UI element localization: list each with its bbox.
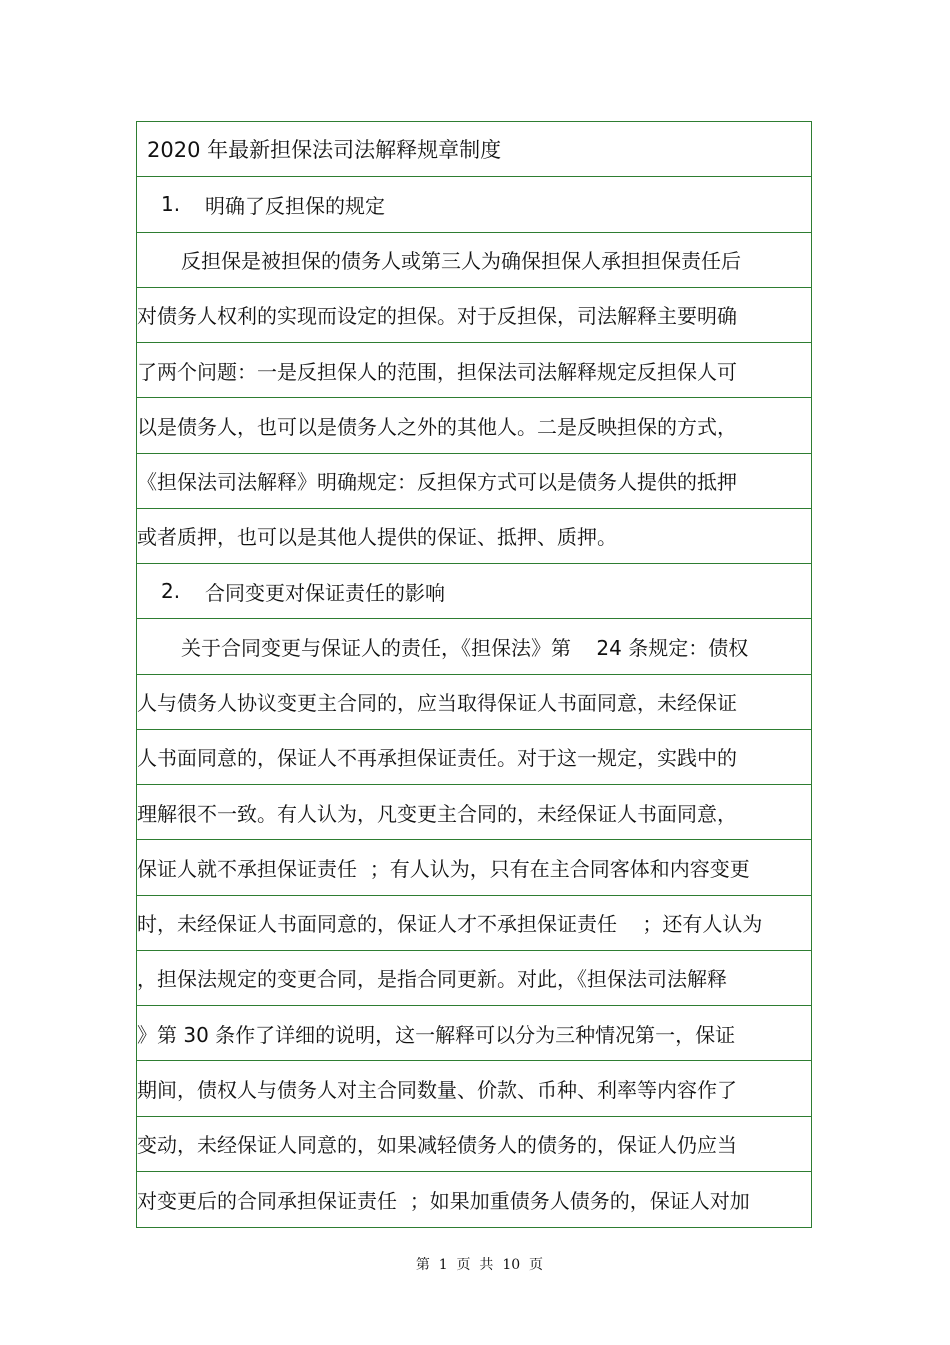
paragraph-text: 理解很不一致。有人认为，凡变更主合同的，未经保证人书面同意， (137, 801, 737, 826)
paragraph-line (137, 1006, 811, 1061)
paragraph-line (137, 840, 811, 895)
paragraph-text: 反担保是被担保的债务人或第三人为确保担保人承担担保责任后 (181, 249, 741, 274)
paragraph-text: 对债务人权利的实现而设定的担保。对于反担保，司法解释主要明确 (137, 304, 737, 329)
document-table (136, 121, 812, 1228)
paragraph-line (137, 288, 811, 343)
paragraph-line (137, 619, 811, 674)
paragraph-line (137, 951, 811, 1006)
paragraph-text: 变动，未经保证人同意的，如果减轻债务人的债务的，保证人仍应当 (137, 1133, 737, 1158)
paragraph-text: 保证人就不承担保证责任 ；有人认为，只有在主合同客体和内容变更 (137, 856, 750, 881)
paragraph-line (137, 233, 811, 288)
paragraph-line (137, 1061, 811, 1116)
paragraph-line (137, 730, 811, 785)
paragraph-text: 人与债务人协议变更主合同的，应当取得保证人书面同意，未经保证 (137, 691, 737, 716)
paragraph-text: 》第 30 条作了详细的说明，这一解释可以分为三种情况第一，保证 (137, 1022, 736, 1047)
paragraph-text: 了两个问题：一是反担保人的范围，担保法司法解释规定反担保人可 (137, 359, 737, 384)
paragraph-line (137, 509, 811, 564)
section-number: 2. (161, 579, 181, 604)
page-footer (0, 1238, 950, 1274)
paragraph-line (137, 1172, 811, 1227)
document-title: 2020 年最新担保法司法解释规章制度 (147, 138, 502, 163)
paragraph-line (137, 454, 811, 509)
paragraph-text: ，担保法规定的变更合同，是指合同更新。对此，《担保法司法解释 (137, 967, 727, 992)
paragraph-text: 对变更后的合同承担保证责任 ；如果加重债务人债务的，保证人对加 (137, 1188, 750, 1213)
section-heading-row (137, 564, 811, 619)
paragraph-text: 关于合同变更与保证人的责任，《担保法》第 24 条规定：债权 (181, 635, 749, 660)
paragraph-text: 时，未经保证人书面同意的，保证人才不承担保证责任 ；还有人认为 (137, 912, 763, 937)
paragraph-line (137, 896, 811, 951)
section-heading: 合同变更对保证责任的影响 (205, 580, 445, 605)
document-title-row (137, 122, 811, 177)
paragraph-line (137, 675, 811, 730)
paragraph-text: 或者质押，也可以是其他人提供的保证、抵押、质押。 (137, 525, 617, 550)
section-number: 1. (161, 192, 181, 217)
paragraph-line (137, 343, 811, 398)
section-heading-row (137, 177, 811, 232)
page-number-label: 第 1 页 共 10 页 (415, 1257, 544, 1273)
paragraph-text: 以是债务人，也可以是债务人之外的其他人。二是反映担保的方式， (137, 414, 737, 439)
paragraph-text: 人书面同意的，保证人不再承担保证责任。对于这一规定，实践中的 (137, 746, 737, 771)
paragraph-text: 期间，债权人与债务人对主合同数量、价款、币种、利率等内容作了 (137, 1077, 737, 1102)
paragraph-line (137, 398, 811, 453)
paragraph-line (137, 785, 811, 840)
paragraph-line (137, 1117, 811, 1172)
paragraph-text: 《担保法司法解释》明确规定：反担保方式可以是债务人提供的抵押 (137, 470, 737, 495)
section-heading: 明确了反担保的规定 (205, 193, 385, 218)
